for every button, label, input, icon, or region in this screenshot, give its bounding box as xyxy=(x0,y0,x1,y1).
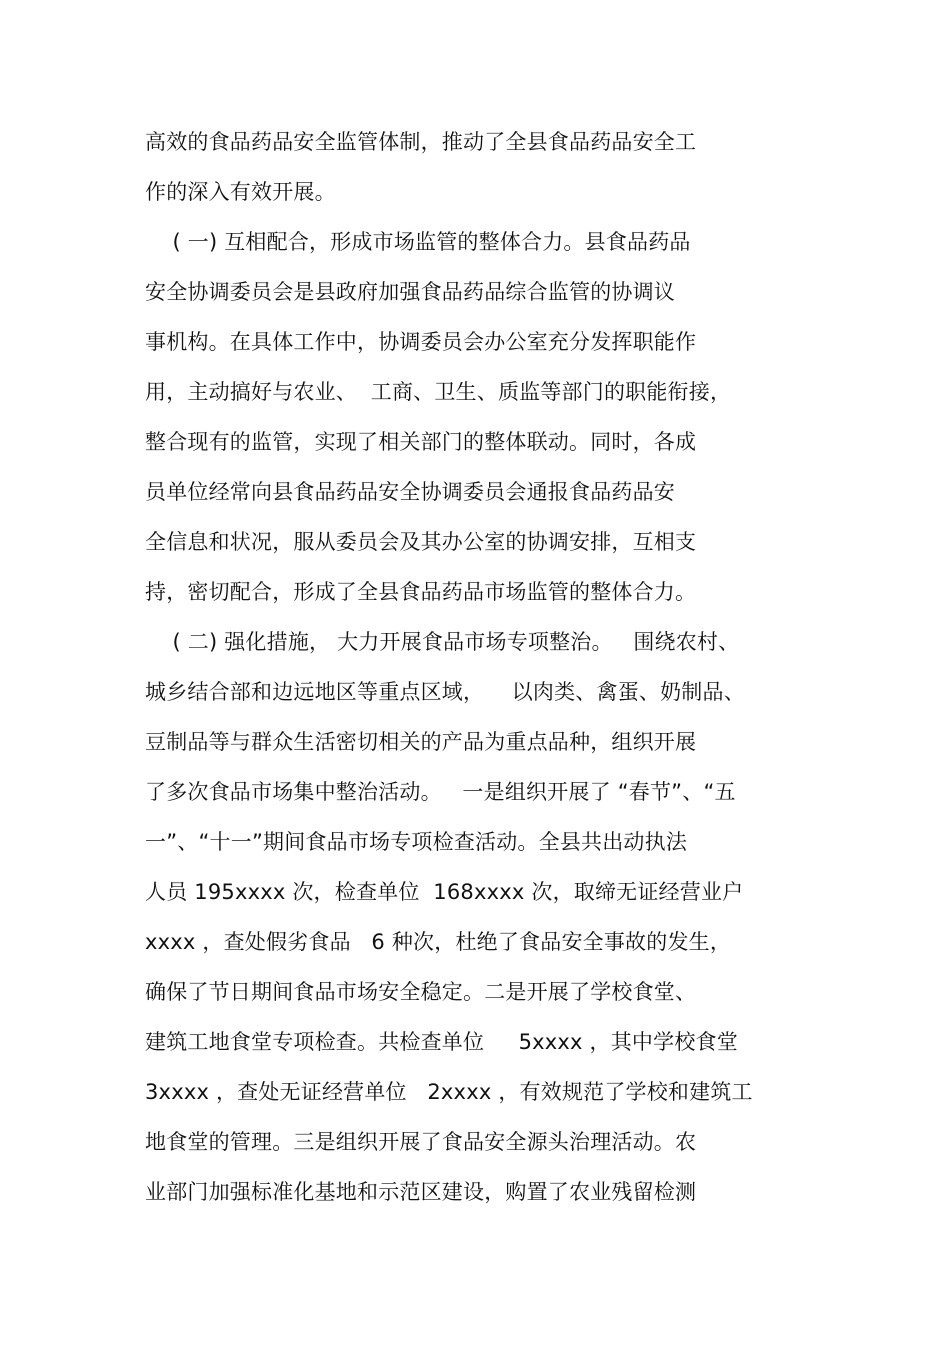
text-line: 事机构。在具体工作中，协调委员会办公室充分发挥职能作 xyxy=(145,330,697,354)
text-line: ( 一) 互相配合，形成市场监管的整体合力。县食品药品 xyxy=(145,230,691,254)
text-line: 员单位经常向县食品药品安全协调委员会通报食品药品安 xyxy=(145,480,675,504)
text-line: 一”、“十一”期间食品市场专项检查活动。全县共出动执法 xyxy=(145,830,688,854)
text-line: 整合现有的监管，实现了相关部门的整体联动。同时，各成 xyxy=(145,430,697,454)
text-line: 豆制品等与群众生活密切相关的产品为重点品种，组织开展 xyxy=(145,730,697,754)
text-line: 持，密切配合，形成了全县食品药品市场监管的整体合力。 xyxy=(145,580,697,604)
text-line: ( 二) 强化措施， 大力开展食品市场专项整治。 围绕农村、 xyxy=(145,630,740,654)
text-line: 用，主动搞好与农业、 工商、卫生、质监等部门的职能衔接， xyxy=(145,380,732,404)
text-line: 3xxxx ，查处无证经营单位 2xxxx ，有效规范了学校和建筑工 xyxy=(145,1080,753,1104)
text-line: xxxx ，查处假劣食品 6 种次，杜绝了食品安全事故的发生， xyxy=(145,930,732,954)
text-line: 人员 195xxxx 次，检查单位 168xxxx 次，取缔无证经营业户 xyxy=(145,880,744,904)
text-line: 建筑工地食堂专项检查。共检查单位 5xxxx ，其中学校食堂 xyxy=(145,1030,738,1054)
text-line: 高效的食品药品安全监管体制，推动了全县食品药品安全工 xyxy=(145,130,697,154)
text-line: 城乡结合部和边远地区等重点区域， 以肉类、禽蛋、奶制品、 xyxy=(145,680,745,704)
text-line: 确保了节日期间食品市场安全稳定。二是开展了学校食堂、 xyxy=(145,980,697,1004)
text-line: 地食堂的管理。三是组织开展了食品安全源头治理活动。农 xyxy=(145,1130,697,1154)
text-line: 业部门加强标准化基地和示范区建设，购置了农业残留检测 xyxy=(145,1180,697,1204)
text-line: 作的深入有效开展。 xyxy=(145,180,336,204)
text-line: 全信息和状况，服从委员会及其办公室的协调安排，互相支 xyxy=(145,530,697,554)
text-line: 了多次食品市场集中整治活动。 一是组织开展了 “春节”、“五 xyxy=(145,780,736,804)
text-line: 安全协调委员会是县政府加强食品药品综合监管的协调议 xyxy=(145,280,675,304)
